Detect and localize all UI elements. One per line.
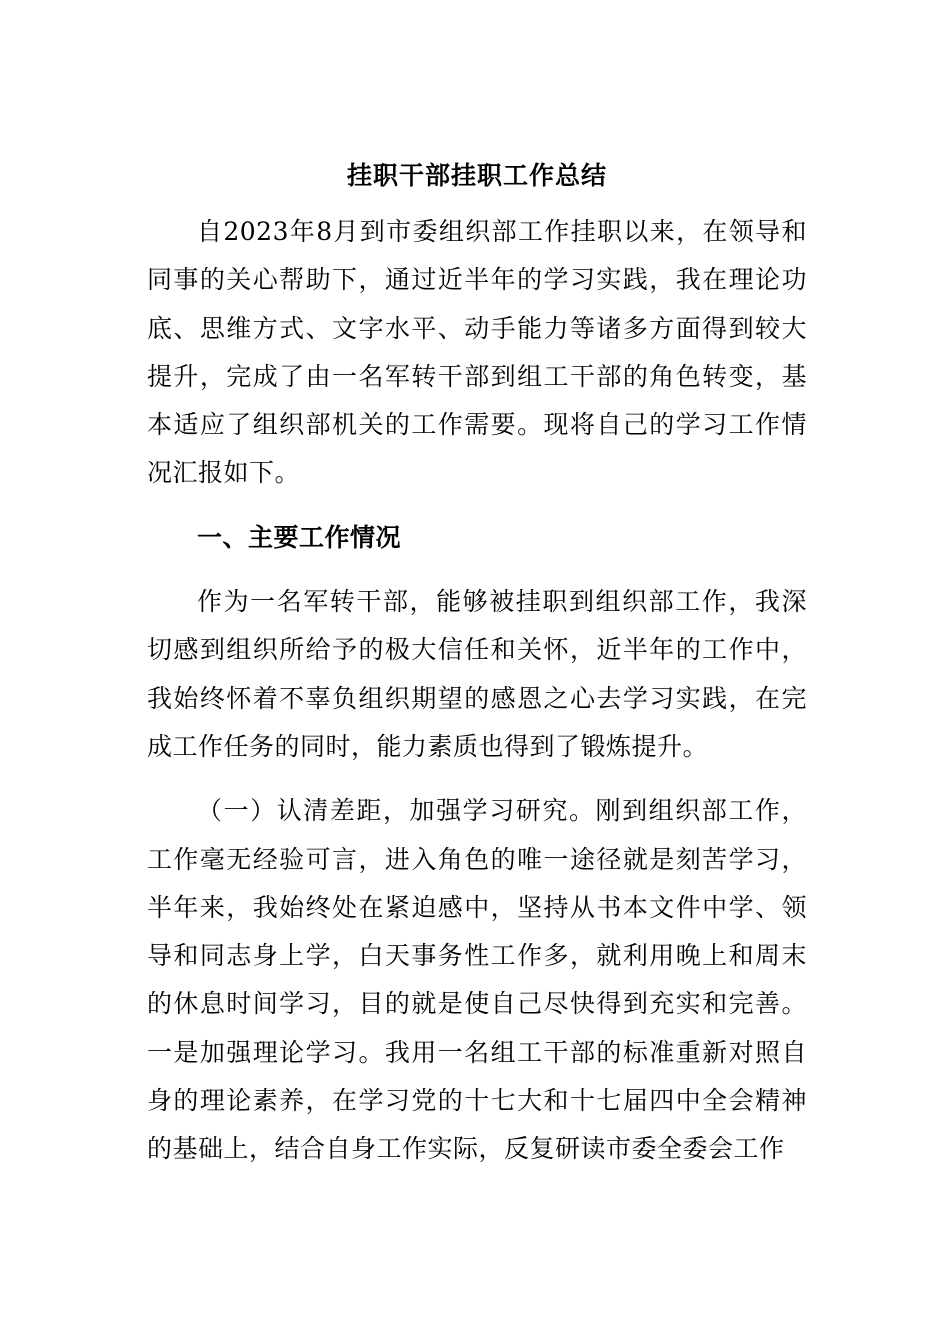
intro-paragraph: 自2023年8月到市委组织部工作挂职以来，在领导和同事的关心帮助下，通过近半年的学习实践，我在理论功底、思维方式、文字水平、动手能力等诸多方面得到较大提升，完成了由一名军转干部到组工干部的角色转变，基本适应了组织部机关的工作需要。现将自己的学习工作情况汇报如下。 <box>147 217 807 488</box>
section-paragraph-2: （一）认清差距，加强学习研究。刚到组织部工作，工作毫无经验可言，进入角色的唯一途径就是刻苦学习，半年来，我始终处在紧迫感中，坚持从书本文件中学、领导和同志身上学，白天事务性工作多，就利用晚上和周末的休息时间学习，目的就是使自己尽快得到充实和完善。一是加强理论学习。我用一名组工干部的标准重新对照自身的理论素养，在学习党的十七大和十七届四中全会精神的基础上，结合自身工作实际，反复研读市委全委会工作 <box>147 796 807 1164</box>
document-body <box>147 158 807 1174</box>
section-heading-main-work: 一、主要工作情况 <box>197 522 402 552</box>
section-paragraph-1: 作为一名军转干部，能够被挂职到组织部工作，我深切感到组织所给予的极大信任和关怀，近半年的工作中，我始终怀着不辜负组织期望的感恩之心去学习实践，在完成工作任务的同时，能力素质也得到了锻炼提升。 <box>147 587 807 761</box>
document-title: 挂职干部挂职工作总结 <box>346 161 607 190</box>
